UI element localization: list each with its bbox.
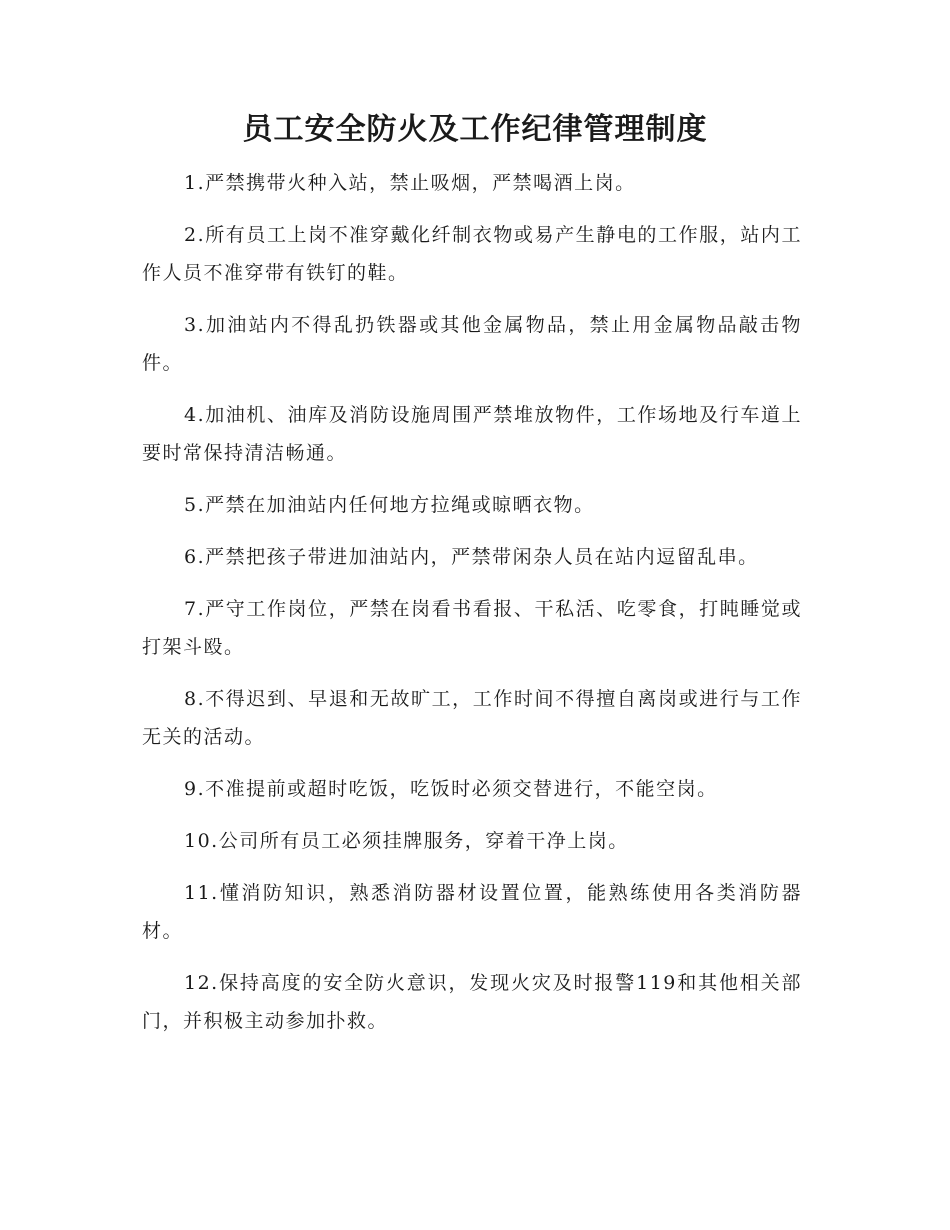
rule-item-7: 7.严守工作岗位，严禁在岗看书看报、干私活、吃零食，打盹睡觉或打架斗殴。 [142, 598, 802, 658]
rule-item-10: 10.公司所有员工必须挂牌服务，穿着干净上岗。 [184, 830, 629, 852]
rule-item-8: 8.不得迟到、早退和无故旷工，工作时间不得擅自离岗或进行与工作无关的活动。 [142, 688, 802, 748]
rule-item-6: 6.严禁把孩子带进加油站内，严禁带闲杂人员在站内逗留乱串。 [184, 546, 759, 568]
document-body [142, 164, 802, 1054]
rule-item-9: 9.不准提前或超时吃饭，吃饭时必须交替进行，不能空岗。 [184, 778, 718, 800]
rule-item-4: 4.加油机、油库及消防设施周围严禁堆放物件，工作场地及行车道上要时常保持清洁畅通。 [142, 404, 802, 464]
rule-item-11: 11.懂消防知识，熟悉消防器材设置位置，能熟练使用各类消防器材。 [142, 882, 802, 942]
document-title: 员工安全防火及工作纪律管理制度 [242, 112, 708, 147]
rule-item-12: 12.保持高度的安全防火意识，发现火灾及时报警119和其他相关部门，并积极主动参加扑救。 [142, 972, 802, 1032]
rule-item-2: 2.所有员工上岗不准穿戴化纤制衣物或易产生静电的工作服，站内工作人员不准穿带有铁钉的鞋。 [142, 224, 802, 284]
rule-item-1: 1.严禁携带火种入站，禁止吸烟，严禁喝酒上岗。 [184, 172, 636, 194]
rule-item-3: 3.加油站内不得乱扔铁器或其他金属物品，禁止用金属物品敲击物件。 [142, 314, 802, 374]
rule-item-5: 5.严禁在加油站内任何地方拉绳或晾晒衣物。 [184, 494, 595, 516]
